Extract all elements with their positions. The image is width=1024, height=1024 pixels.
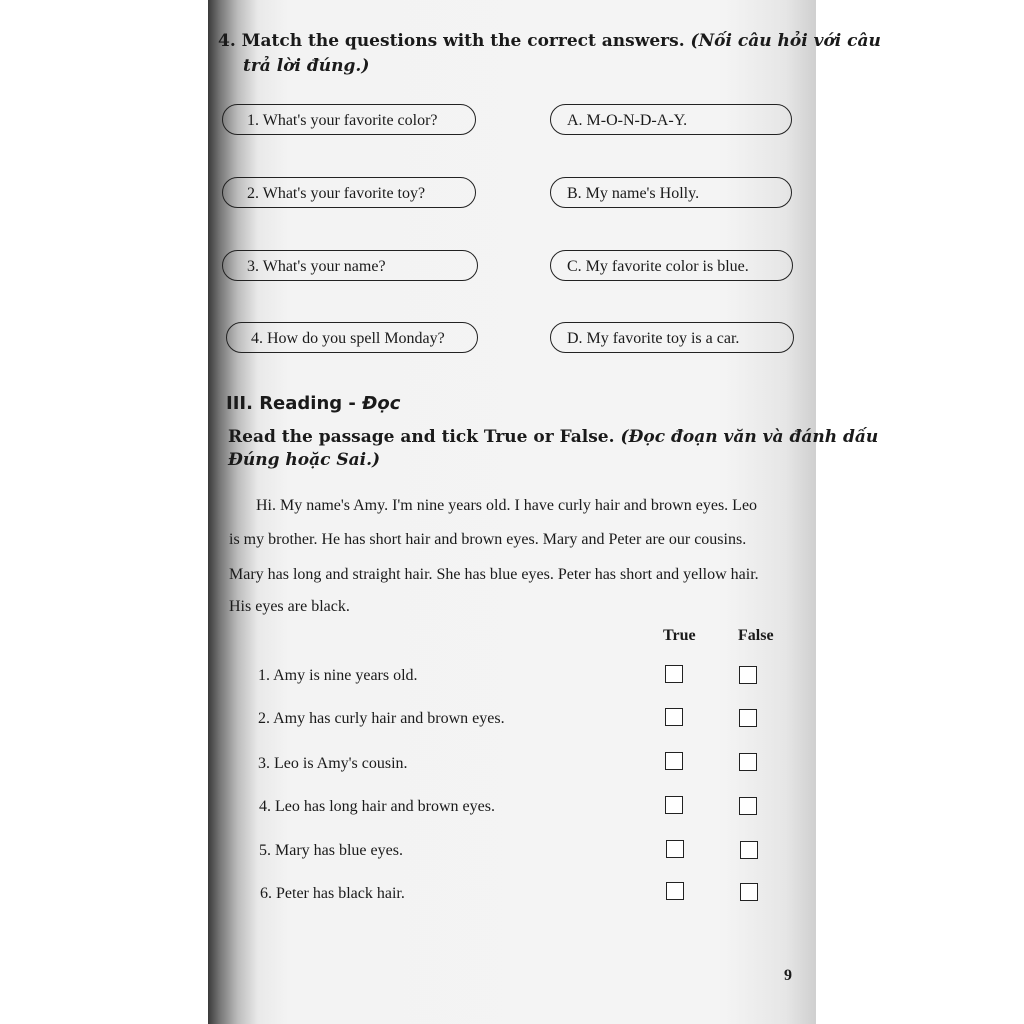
- statement: 6. Peter has black hair.: [260, 885, 405, 902]
- passage-line: Hi. My name's Amy. I'm nine years old. I have curly hair and brown eyes. Leo: [256, 497, 758, 514]
- true-checkbox[interactable]: [665, 796, 683, 814]
- exercise-4-heading: 4. Match the questions with the correct answers. (Nối câu hỏi với câu: [218, 31, 881, 51]
- passage-line: is my brother. He has short hair and brown eyes. Mary and Peter are our cousins.: [229, 531, 747, 548]
- false-checkbox[interactable]: [739, 753, 757, 771]
- true-column-header: True: [663, 627, 696, 644]
- statement: 2. Amy has curly hair and brown eyes.: [258, 710, 505, 727]
- true-checkbox[interactable]: [666, 882, 684, 900]
- false-column-header: False: [738, 627, 774, 644]
- reading-instruction: Read the passage and tick True or False. (Đọc đoạn văn và đánh dấu: [228, 427, 879, 447]
- question-box[interactable]: 2. What's your favorite toy?: [222, 177, 476, 208]
- answer-box[interactable]: D. My favorite toy is a car.: [550, 322, 794, 353]
- answer-box[interactable]: B. My name's Holly.: [550, 177, 792, 208]
- statement: 1. Amy is nine years old.: [258, 667, 418, 684]
- false-checkbox[interactable]: [739, 797, 757, 815]
- statement: 5. Mary has blue eyes.: [259, 842, 403, 859]
- statement: 4. Leo has long hair and brown eyes.: [259, 798, 495, 815]
- true-checkbox[interactable]: [665, 708, 683, 726]
- false-checkbox[interactable]: [739, 709, 757, 727]
- exercise-4-heading-cont: trả lời đúng.): [243, 56, 370, 76]
- question-box[interactable]: 3. What's your name?: [222, 250, 478, 281]
- reading-instruction-cont: Đúng hoặc Sai.): [228, 450, 381, 470]
- false-checkbox[interactable]: [739, 666, 757, 684]
- question-box[interactable]: 4. How do you spell Monday?: [226, 322, 478, 353]
- true-checkbox[interactable]: [666, 840, 684, 858]
- true-checkbox[interactable]: [665, 665, 683, 683]
- answer-box[interactable]: C. My favorite color is blue.: [550, 250, 793, 281]
- false-checkbox[interactable]: [740, 883, 758, 901]
- passage-line: His eyes are black.: [229, 598, 350, 615]
- question-box[interactable]: 1. What's your favorite color?: [222, 104, 476, 135]
- answer-box[interactable]: A. M-O-N-D-A-Y.: [550, 104, 792, 135]
- false-checkbox[interactable]: [740, 841, 758, 859]
- reading-section-title: III. Reading - Đọc: [226, 393, 401, 414]
- page-number: 9: [784, 967, 792, 984]
- statement: 3. Leo is Amy's cousin.: [258, 755, 408, 772]
- passage-line: Mary has long and straight hair. She has blue eyes. Peter has short and yellow hair.: [229, 566, 759, 583]
- true-checkbox[interactable]: [665, 752, 683, 770]
